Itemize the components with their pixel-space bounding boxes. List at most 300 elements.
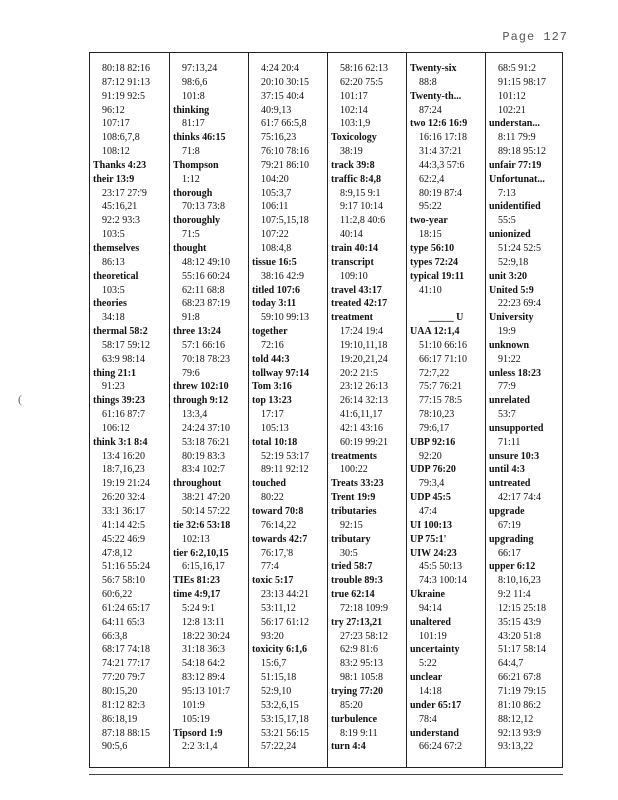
index-subentry: 109:10: [340, 270, 368, 282]
index-subentry: 103:5: [102, 229, 125, 241]
index-subentry: 41:14 42:5: [102, 519, 146, 531]
index-entry-heading: Tom 3:16: [252, 381, 292, 393]
index-entry-heading: together: [252, 326, 288, 338]
index-subentry: 80:22: [261, 492, 284, 504]
index-entry-heading: United 5:9: [489, 284, 534, 296]
index-entry-heading: two-year: [410, 215, 448, 227]
index-subentry: 90:5,6: [102, 741, 128, 753]
index-subentry: 91:22: [498, 353, 521, 365]
index-subentry: 100:22: [340, 464, 368, 476]
index-entry-heading: understand: [410, 727, 459, 739]
index-subentry: 108:12: [102, 146, 130, 158]
index-entry-heading: Toxicology: [331, 132, 377, 144]
index-subentry: 76:17,'8: [261, 547, 294, 559]
index-entry-heading: Thanks 4:23: [93, 159, 147, 171]
index-entry-heading: try 27:13,21: [331, 616, 383, 628]
index-subentry: 12:15 25:18: [498, 602, 547, 614]
index-entry-heading: trying 77:20: [331, 685, 383, 697]
index-subentry: 47:8,12: [102, 547, 133, 559]
index-entry-heading: UAA 12:1,4: [410, 326, 460, 338]
index-subentry: 44:3,3 57:6: [419, 159, 465, 171]
index-subentry: 37:15 40:4: [261, 90, 305, 102]
index-subentry: 70:18 78:23: [182, 353, 231, 365]
index-subentry: 45:16,21: [102, 201, 138, 213]
index-subentry: 15:6,7: [261, 658, 287, 670]
index-subentry: 75:7 76:21: [419, 381, 463, 393]
index-entry-heading: trouble 89:3: [331, 575, 383, 587]
index-subentry: 56:7 58:10: [102, 575, 146, 587]
index-subentry: 64:4,7: [498, 658, 524, 670]
index-subentry: 53:15,17,18: [261, 713, 309, 725]
index-entry-heading: thought: [173, 242, 207, 254]
index-subentry: 68:23 87:19: [182, 298, 231, 310]
index-subentry: 55:5: [498, 215, 516, 227]
index-entry-heading: time 4:9,17: [173, 589, 221, 601]
index-subentry: 107:22: [261, 229, 289, 241]
index-subentry: 80:19 83:3: [182, 450, 226, 462]
index-subentry: 62:9 81:6: [340, 644, 379, 656]
index-subentry: 48:12 49:10: [182, 256, 231, 268]
index-subentry: 96:12: [102, 104, 125, 116]
index-entry-heading: Thompson: [173, 159, 219, 171]
index-subentry: 53:21 56:15: [261, 727, 310, 739]
index-subentry: 108:4,8: [261, 242, 292, 254]
index-entry-heading: throughout: [173, 478, 222, 490]
index-entry-heading: train 40:14: [331, 242, 378, 254]
index-entry-heading: theoretical: [93, 270, 139, 282]
index-subentry: 103:5: [102, 284, 125, 296]
index-subentry: 81:17: [182, 118, 205, 130]
index-subentry: 95:22: [419, 201, 442, 213]
index-table: [89, 52, 563, 768]
index-entry-heading: TIEs 81:23: [173, 575, 220, 587]
index-subentry: 61:16 87:7: [102, 409, 146, 421]
index-entry-heading: travel 43:17: [331, 284, 382, 296]
index-entry-heading: University: [489, 312, 534, 324]
index-subentry: 42:17 74:4: [498, 492, 542, 504]
index-column-3: [248, 53, 327, 767]
index-entry-heading: thorough: [173, 187, 213, 199]
index-subentry: 51:10 66:16: [419, 339, 468, 351]
index-subentry: 60:6,22: [102, 589, 133, 601]
index-subentry: 18:22 30:24: [182, 630, 231, 642]
index-subentry: 77:9: [498, 381, 516, 393]
index-entry-heading: tributaries: [331, 506, 377, 517]
index-entry-heading: UI 100:13: [410, 519, 452, 531]
index-subentry: 78:10,23: [419, 409, 455, 421]
index-entry-heading: UDP 45:5: [410, 492, 451, 504]
index-entry-heading: toward 70:8: [252, 506, 304, 517]
index-entry-heading: track 39:8: [331, 159, 375, 171]
index-subentry: 66:3,8: [102, 630, 128, 642]
index-subentry: 106:11: [261, 201, 289, 213]
index-subentry: 79:6,17: [419, 422, 450, 434]
index-subentry: 18:7,16,23: [102, 464, 145, 476]
index-entry-heading: theories: [93, 298, 127, 310]
index-subentry: 97:13,24: [182, 63, 218, 74]
index-entry-heading: under 65:17: [410, 699, 462, 711]
index-subentry: 108:6,7,8: [102, 132, 140, 144]
index-subentry: 38:21 47:20: [182, 492, 231, 504]
index-subentry: 87:12 91:13: [102, 76, 151, 88]
index-subentry: 57:22,24: [261, 741, 297, 753]
index-subentry: 16:16 17:18: [419, 132, 468, 144]
index-entry-heading: treatment: [331, 312, 374, 324]
index-subentry: 12:8 13:11: [182, 616, 225, 628]
index-subentry: 5:24 9:1: [182, 602, 216, 614]
index-subentry: 53:2,6,15: [261, 699, 299, 711]
index-subentry: 56:17 61:12: [261, 616, 310, 628]
index-subentry: 104:20: [261, 173, 289, 185]
index-entry-heading: turbulence: [331, 713, 378, 725]
index-subentry: 26:14 32:13: [340, 395, 389, 407]
index-entry-heading: unionized: [489, 229, 531, 241]
index-entry-heading: tier 6:2,10,15: [173, 547, 229, 559]
index-subentry: 19:19 21:24: [102, 478, 151, 490]
index-subentry: 66:24 67:2: [419, 741, 463, 753]
index-subentry: 77:4: [261, 561, 279, 573]
index-subentry: 71:5: [182, 229, 200, 241]
index-entry-heading: tributary: [331, 533, 371, 545]
index-subentry: 9:2 11:4: [498, 589, 531, 601]
index-subentry: 24:24 37:10: [182, 422, 231, 434]
index-subentry: 51:16 55:24: [102, 561, 151, 573]
index-subentry: 41:6,11,17: [340, 409, 383, 421]
index-subentry: 98:6,6: [182, 76, 208, 88]
index-subentry: 101:9: [182, 699, 205, 711]
index-subentry: 13:4 16:20: [102, 450, 146, 462]
index-entry-heading: untreated: [489, 478, 531, 490]
index-subentry: 20:2 21:5: [340, 367, 379, 379]
index-entry-heading: Twenty-th...: [410, 90, 462, 102]
index-subentry: 18:15: [419, 229, 442, 241]
index-subentry: 50:14 57:22: [182, 506, 231, 517]
index-entry-heading: tie 32:6 53:18: [173, 519, 231, 531]
index-subentry: 19:9: [498, 326, 516, 338]
index-entry-heading: Unfortunat...: [489, 173, 545, 185]
index-subentry: 106:12: [102, 422, 130, 434]
index-subentry: 72:7,22: [419, 367, 450, 379]
index-subentry: 23:17 27:'9: [102, 187, 147, 199]
index-entry-heading: UDP 76:20: [410, 464, 456, 476]
index-subentry: 78:4: [419, 713, 437, 725]
index-subentry: 7:13: [498, 187, 516, 199]
index-entry-heading: type 56:10: [410, 242, 455, 254]
index-entry-heading: unsupported: [489, 422, 544, 434]
index-subentry: 107:17: [102, 118, 130, 130]
index-entry-heading: total 10:18: [252, 436, 298, 448]
index-subentry: 93:20: [261, 630, 284, 642]
index-entry-heading: themselves: [93, 242, 140, 254]
index-entry-heading: things 39:23: [93, 395, 145, 407]
index-subentry: 95:13 101:7: [182, 685, 231, 697]
index-subentry: 8:11 79:9: [498, 132, 536, 144]
index-subentry: 75:16,23: [261, 132, 297, 144]
index-subentry: 103:1,9: [340, 118, 371, 130]
index-subentry: 88:8: [419, 76, 437, 88]
index-subentry: 72:18 109:9: [340, 602, 389, 614]
index-subentry: 53:11,12: [261, 602, 296, 614]
index-subentry: 105:3,7: [261, 187, 292, 199]
index-subentry: 91:8: [182, 312, 200, 324]
index-entry-heading: Tipsord 1:9: [173, 727, 223, 739]
index-entry-heading: unfair 77:19: [489, 159, 542, 171]
index-entry-heading: thinks 46:15: [173, 132, 226, 144]
index-entry-heading: typical 19:11: [410, 270, 465, 282]
index-entry-heading: unknown: [489, 339, 530, 351]
index-entry-heading: UIW 24:23: [410, 547, 457, 559]
index-entry-heading: unidentified: [489, 201, 541, 213]
index-subentry: 51:17 58:14: [498, 644, 547, 656]
index-entry-heading: threw 102:10: [173, 381, 229, 393]
page-number: Page 127: [502, 30, 568, 44]
index-entry-heading: think 3:1 8:4: [93, 436, 148, 448]
index-subentry: 68:17 74:18: [102, 644, 151, 656]
index-entry-heading: two 12:6 16:9: [410, 118, 468, 130]
index-subentry: 94:14: [419, 602, 442, 614]
index-subentry: 88:12,12: [498, 713, 534, 725]
index-subentry: 40:9,13: [261, 104, 292, 116]
index-subentry: 1:12: [182, 173, 200, 185]
index-subentry: 45:22 46:9: [102, 533, 146, 545]
index-entry-heading: today 3:11: [252, 298, 297, 310]
index-subentry: 57:1 66:16: [182, 339, 226, 351]
index-subentry: 92:13 93:9: [498, 727, 542, 739]
index-subentry: 34:18: [102, 312, 125, 324]
index-subentry: 9:17 10:14: [340, 201, 384, 213]
index-entry-heading: Trent 19:9: [331, 492, 376, 504]
index-entry-heading: upgrade: [489, 506, 525, 517]
blank-line: [407, 297, 485, 311]
index-subentry: 58:16 62:13: [340, 63, 389, 74]
index-subentry: 71:11: [498, 436, 521, 448]
index-subentry: 80:18 82:16: [102, 63, 151, 74]
index-subentry: 101:8: [182, 90, 205, 102]
index-subentry: 33:1 36:17: [102, 506, 146, 517]
index-subentry: 27:23 58:12: [340, 630, 389, 642]
index-subentry: 52:9,10: [261, 685, 292, 697]
index-subentry: 43:20 51:8: [498, 630, 542, 642]
index-subentry: 105:13: [261, 422, 289, 434]
index-subentry: 63:9 98:14: [102, 353, 146, 365]
index-subentry: 98:1 105:8: [340, 672, 384, 684]
index-subentry: 105:19: [182, 713, 210, 725]
index-subentry: 87:24: [419, 104, 442, 116]
index-subentry: 83:2 95:13: [340, 658, 384, 670]
index-subentry: 86:13: [102, 256, 125, 268]
index-subentry: 53:18 76:21: [182, 436, 231, 448]
index-subentry: 86:18,19: [102, 713, 138, 725]
index-subentry: 61:7 66:5,8: [261, 118, 307, 130]
index-entry-heading: toxic 5:17: [252, 575, 294, 587]
index-entry-heading: thing 21:1: [93, 367, 137, 379]
index-entry-heading: treated 42:17: [331, 298, 388, 310]
index-entry-heading: through 9:12: [173, 395, 229, 407]
index-subentry: 47:4: [419, 506, 437, 517]
index-subentry: 81:12 82:3: [102, 699, 146, 711]
index-subentry: 14:18: [419, 685, 442, 697]
index-subentry: 91:15 98:17: [498, 76, 547, 88]
index-subentry: 87:18 88:15: [102, 727, 151, 739]
index-subentry: 91:19 92:5: [102, 90, 146, 102]
index-subentry: 51:24 52:5: [498, 242, 542, 254]
index-subentry: 76:14,22: [261, 519, 297, 531]
index-subentry: 38:16 42:9: [261, 270, 305, 282]
section-letter-heading: _____ U: [428, 312, 464, 324]
index-column-4: [327, 53, 406, 767]
index-subentry: 8:9,15 9:1: [340, 187, 381, 199]
index-entry-heading: understan...: [489, 118, 540, 130]
index-subentry: 8:10,16,23: [498, 575, 541, 587]
margin-mark: (: [18, 392, 22, 406]
index-subentry: 22:23 69:4: [498, 298, 542, 310]
index-subentry: 62:20 75:5: [340, 76, 384, 88]
index-entry-heading: unit 3:20: [489, 270, 528, 282]
index-subentry: 61:24 65:17: [102, 602, 151, 614]
index-entry-heading: upgrading: [489, 533, 534, 545]
index-subentry: 58:17 59:12: [102, 339, 151, 351]
index-entry-heading: turn 4:4: [331, 741, 366, 753]
index-subentry: 5:22: [419, 658, 437, 670]
index-subentry: 77:15 78:5: [419, 395, 463, 407]
index-entry-heading: upper 6:12: [489, 561, 536, 573]
index-subentry: 83:12 89:4: [182, 672, 226, 684]
index-subentry: 41:10: [419, 284, 442, 296]
index-subentry: 8:19 9:11: [340, 727, 378, 739]
index-subentry: 76:10 78:16: [261, 146, 310, 158]
index-entry-heading: Ukraine: [410, 589, 445, 601]
index-subentry: 67:19: [498, 519, 521, 531]
index-subentry: 40:14: [340, 229, 363, 241]
index-subentry: 51:15,18: [261, 672, 297, 684]
index-subentry: 17:24 19:4: [340, 326, 384, 338]
index-subentry: 23:12 26:13: [340, 381, 389, 393]
index-subentry: 26:20 32:4: [102, 492, 146, 504]
index-entry-heading: touched: [252, 478, 286, 490]
index-subentry: 102:14: [340, 104, 368, 116]
index-subentry: 42:1 43:16: [340, 422, 384, 434]
index-subentry: 93:13,22: [498, 741, 534, 753]
index-subentry: 62:2,4: [419, 173, 445, 185]
index-subentry: 62:11 68:8: [182, 284, 225, 296]
index-subentry: 11:2,8 40:6: [340, 215, 386, 227]
index-entry-heading: Treats 33:23: [331, 478, 384, 490]
index-entry-heading: thoroughly: [173, 215, 221, 227]
index-subentry: 92:15: [340, 519, 363, 531]
index-subentry: 55:16 60:24: [182, 270, 231, 282]
index-subentry: 38:19: [340, 146, 363, 158]
index-subentry: 19:20,21,24: [340, 353, 388, 365]
index-subentry: 31:4 37:21: [419, 146, 463, 158]
index-subentry: 66:17 71:10: [419, 353, 468, 365]
index-entry-heading: until 4:3: [489, 464, 525, 476]
index-subentry: 4:24 20:4: [261, 63, 300, 74]
index-subentry: 2:2 3:1,4: [182, 741, 218, 753]
index-subentry: 79:21 86:10: [261, 159, 310, 171]
index-subentry: 19:10,11,18: [340, 339, 388, 351]
index-subentry: 17:17: [261, 409, 284, 421]
index-entry-heading: towards 42:7: [252, 533, 308, 545]
index-entry-heading: thermal 58:2: [93, 326, 148, 338]
bottom-rule: [89, 774, 563, 775]
index-subentry: 30:5: [340, 547, 358, 559]
index-entry-heading: tissue 16:5: [252, 256, 297, 268]
index-subentry: 45:5 50:13: [419, 561, 463, 573]
index-subentry: 101:17: [340, 90, 368, 102]
index-subentry: 71:8: [182, 146, 200, 158]
index-subentry: 70:13 73:8: [182, 201, 226, 213]
index-entry-heading: titled 107:6: [252, 284, 301, 296]
index-subentry: 20:10 30:15: [261, 76, 310, 88]
index-entry-heading: tried 58:7: [331, 561, 373, 573]
index-column-1: [90, 53, 169, 767]
index-subentry: 102:21: [498, 104, 526, 116]
index-subentry: 80:15,20: [102, 685, 138, 697]
index-subentry: 80:19 87:4: [419, 187, 463, 199]
index-column-6: [485, 53, 564, 767]
index-subentry: 31:18 36:3: [182, 644, 226, 656]
index-subentry: 23:13 44:21: [261, 589, 310, 601]
index-column-5: [406, 53, 485, 767]
index-entry-heading: traffic 8:4,8: [331, 173, 381, 185]
index-entry-heading: unsure 10:3: [489, 450, 540, 462]
index-subentry: 89:18 95:12: [498, 146, 547, 158]
index-subentry: 60:19 99:21: [340, 436, 389, 448]
index-subentry: 81:10 86:2: [498, 699, 542, 711]
index-subentry: 101:19: [419, 630, 447, 642]
index-entry-heading: types 72:24: [410, 256, 459, 268]
index-entry-heading: transcript: [331, 256, 374, 268]
index-subentry: 77:20 79:7: [102, 672, 146, 684]
index-entry-heading: unaltered: [410, 616, 451, 628]
index-subentry: 54:18 64:2: [182, 658, 226, 670]
index-subentry: 71:19 79:15: [498, 685, 547, 697]
index-subentry: 79:6: [182, 367, 200, 379]
index-entry-heading: treatments: [331, 450, 377, 462]
index-subentry: 101:12: [498, 90, 526, 102]
index-entry-heading: unclear: [410, 672, 443, 684]
index-subentry: 89:11 92:12: [261, 464, 309, 476]
index-subentry: 64:11 65:3: [102, 616, 145, 628]
index-subentry: 83:4 102:7: [182, 464, 226, 476]
index-entry-heading: toxicity 6:1,6: [252, 644, 307, 656]
index-subentry: 52:19 53:17: [261, 450, 310, 462]
index-subentry: 92:20: [419, 450, 442, 462]
index-subentry: 102:13: [182, 533, 210, 545]
index-entry-heading: told 44:3: [252, 353, 290, 365]
index-subentry: 68:5 91:2: [498, 63, 537, 74]
index-entry-heading: true 62:14: [331, 589, 375, 601]
index-subentry: 91:23: [102, 381, 125, 393]
index-subentry: 6:15,16,17: [182, 561, 225, 573]
index-entry-heading: tollway 97:14: [252, 367, 309, 379]
index-entry-heading: Twenty-six: [410, 63, 457, 74]
index-entry-heading: UBP 92:16: [410, 436, 456, 448]
index-subentry: 79:3,4: [419, 478, 445, 490]
index-entry-heading: their 13:9: [93, 173, 135, 185]
index-subentry: 107:5,15,18: [261, 215, 309, 227]
index-subentry: 85:20: [340, 699, 363, 711]
index-subentry: 53:7: [498, 409, 516, 421]
index-entry-heading: UP 75:1': [410, 533, 447, 545]
index-subentry: 66:17: [498, 547, 521, 559]
index-subentry: 74:3 100:14: [419, 575, 468, 587]
index-entry-heading: unrelated: [489, 395, 530, 407]
index-subentry: 35:15 43:9: [498, 616, 542, 628]
index-entry-heading: top 13:23: [252, 395, 292, 407]
index-subentry: 92:2 93:3: [102, 215, 141, 227]
index-entry-heading: uncertainty: [410, 644, 460, 656]
